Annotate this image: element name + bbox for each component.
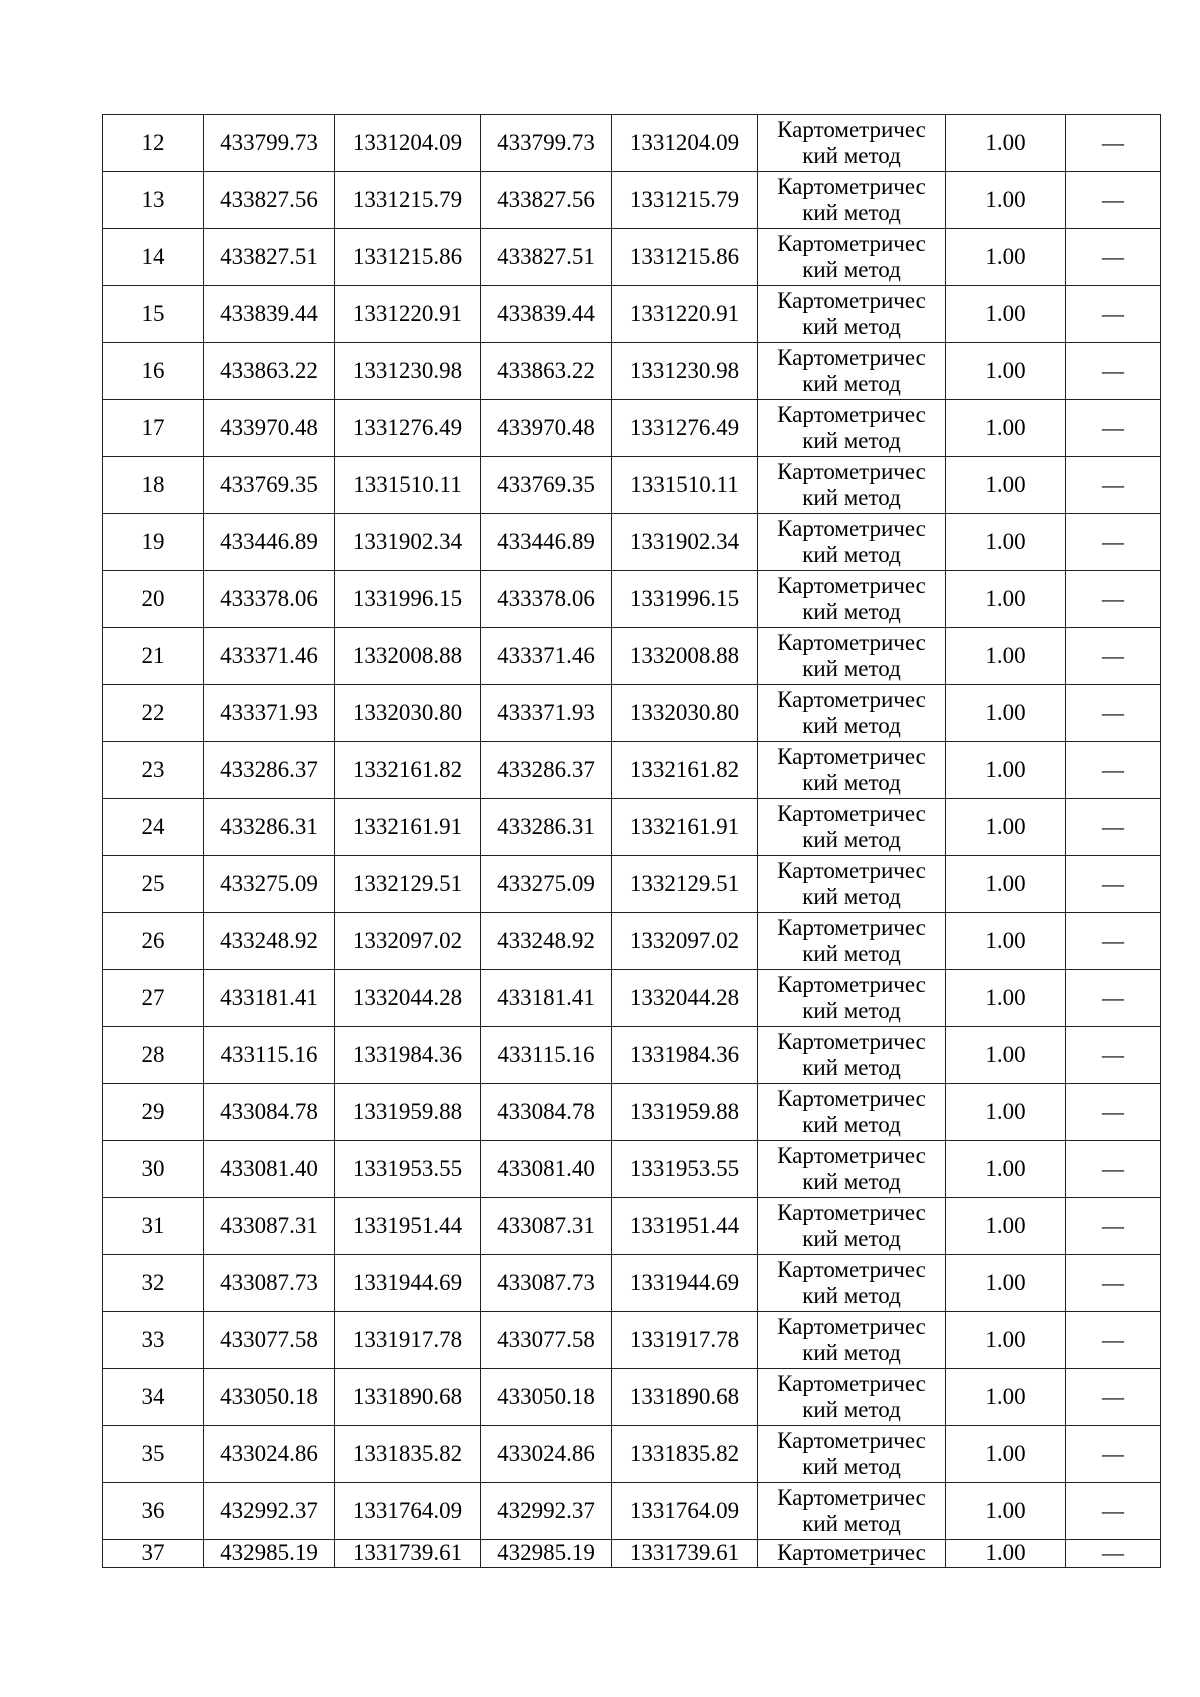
method-cell — [758, 400, 946, 457]
y-coordinate-new-cell: 1332097.02 — [612, 913, 758, 970]
note-cell: — — [1066, 628, 1161, 685]
method-cell — [758, 1426, 946, 1483]
coordinates-table — [102, 114, 1161, 1568]
y-coordinate-new-cell: 1331220.91 — [612, 286, 758, 343]
y-coordinate-new-cell: 1331984.36 — [612, 1027, 758, 1084]
point-number-cell: 12 — [103, 115, 204, 172]
y-coordinate-cell: 1331902.34 — [335, 514, 481, 571]
method-cell — [758, 1312, 946, 1369]
method-text-line2: кий метод — [802, 770, 901, 795]
x-coordinate-cell: 433248.92 — [204, 913, 335, 970]
note-cell: — — [1066, 1027, 1161, 1084]
method-text-line1: Картометричес — [777, 1086, 926, 1111]
point-number-cell: 17 — [103, 400, 204, 457]
accuracy-cell: 1.00 — [946, 115, 1066, 172]
y-coordinate-new-cell: 1332044.28 — [612, 970, 758, 1027]
x-coordinate-cell: 433769.35 — [204, 457, 335, 514]
y-coordinate-new-cell: 1331764.09 — [612, 1483, 758, 1540]
method-text-line1: Картометричес — [777, 801, 926, 826]
point-number-cell: 35 — [103, 1426, 204, 1483]
note-cell: — — [1066, 172, 1161, 229]
note-cell: — — [1066, 799, 1161, 856]
method-cell — [758, 970, 946, 1027]
method-cell — [758, 1540, 946, 1568]
x-coordinate-cell: 433863.22 — [204, 343, 335, 400]
point-number-cell: 16 — [103, 343, 204, 400]
method-text-line2: кий метод — [802, 542, 901, 567]
x-coordinate-new-cell: 433970.48 — [481, 400, 612, 457]
y-coordinate-cell: 1331996.15 — [335, 571, 481, 628]
note-cell: — — [1066, 742, 1161, 799]
table-row — [103, 913, 1161, 970]
y-coordinate-new-cell: 1331230.98 — [612, 343, 758, 400]
point-number-cell: 23 — [103, 742, 204, 799]
x-coordinate-new-cell: 433084.78 — [481, 1084, 612, 1141]
note-cell: — — [1066, 1141, 1161, 1198]
method-text-line2: кий метод — [802, 599, 901, 624]
accuracy-cell: 1.00 — [946, 343, 1066, 400]
method-text-line2: кий метод — [802, 314, 901, 339]
note-cell: — — [1066, 286, 1161, 343]
point-number-cell: 33 — [103, 1312, 204, 1369]
method-text-line2: кий метод — [802, 998, 901, 1023]
accuracy-cell: 1.00 — [946, 1198, 1066, 1255]
point-number-cell: 32 — [103, 1255, 204, 1312]
method-text-line1: Картометричес — [777, 573, 926, 598]
x-coordinate-cell: 433087.73 — [204, 1255, 335, 1312]
y-coordinate-cell: 1331951.44 — [335, 1198, 481, 1255]
x-coordinate-new-cell: 433087.31 — [481, 1198, 612, 1255]
x-coordinate-new-cell: 433799.73 — [481, 115, 612, 172]
x-coordinate-new-cell: 433024.86 — [481, 1426, 612, 1483]
y-coordinate-new-cell: 1331276.49 — [612, 400, 758, 457]
accuracy-cell: 1.00 — [946, 571, 1066, 628]
table-row — [103, 1198, 1161, 1255]
point-number-cell: 20 — [103, 571, 204, 628]
method-cell — [758, 571, 946, 628]
y-coordinate-new-cell: 1331890.68 — [612, 1369, 758, 1426]
method-text-line1: Картометричес — [777, 1371, 926, 1396]
method-text-line2: кий метод — [802, 1055, 901, 1080]
method-cell — [758, 457, 946, 514]
note-cell: — — [1066, 685, 1161, 742]
y-coordinate-new-cell: 1331951.44 — [612, 1198, 758, 1255]
y-coordinate-cell: 1331510.11 — [335, 457, 481, 514]
accuracy-cell: 1.00 — [946, 1084, 1066, 1141]
x-coordinate-new-cell: 433863.22 — [481, 343, 612, 400]
x-coordinate-new-cell: 433827.51 — [481, 229, 612, 286]
method-cell — [758, 229, 946, 286]
table-row — [103, 799, 1161, 856]
accuracy-cell: 1.00 — [946, 1483, 1066, 1540]
method-text-line2: кий метод — [802, 713, 901, 738]
note-cell: — — [1066, 571, 1161, 628]
x-coordinate-new-cell: 433248.92 — [481, 913, 612, 970]
x-coordinate-new-cell: 433769.35 — [481, 457, 612, 514]
method-cell — [758, 1198, 946, 1255]
y-coordinate-cell: 1332129.51 — [335, 856, 481, 913]
method-text-line2: кий метод — [802, 827, 901, 852]
y-coordinate-cell: 1331944.69 — [335, 1255, 481, 1312]
y-coordinate-cell: 1332161.82 — [335, 742, 481, 799]
point-number-cell: 15 — [103, 286, 204, 343]
method-text-line2: кий метод — [802, 1283, 901, 1308]
x-coordinate-cell: 433084.78 — [204, 1084, 335, 1141]
method-text-line2: кий метод — [802, 884, 901, 909]
table-row — [103, 628, 1161, 685]
y-coordinate-cell: 1331959.88 — [335, 1084, 481, 1141]
y-coordinate-new-cell: 1331215.86 — [612, 229, 758, 286]
y-coordinate-cell: 1332097.02 — [335, 913, 481, 970]
accuracy-cell: 1.00 — [946, 913, 1066, 970]
method-text-line2: кий метод — [802, 1511, 901, 1536]
accuracy-cell: 1.00 — [946, 1426, 1066, 1483]
method-text-line2: кий метод — [802, 656, 901, 681]
y-coordinate-new-cell: 1331204.09 — [612, 115, 758, 172]
point-number-cell: 29 — [103, 1084, 204, 1141]
y-coordinate-new-cell: 1332129.51 — [612, 856, 758, 913]
x-coordinate-new-cell: 433077.58 — [481, 1312, 612, 1369]
method-cell — [758, 1084, 946, 1141]
point-number-cell: 27 — [103, 970, 204, 1027]
point-number-cell: 30 — [103, 1141, 204, 1198]
table-row — [103, 1084, 1161, 1141]
accuracy-cell: 1.00 — [946, 286, 1066, 343]
method-text-line1: Картометричес — [777, 1540, 926, 1565]
method-text-line2: кий метод — [802, 200, 901, 225]
point-number-cell: 25 — [103, 856, 204, 913]
table-row — [103, 856, 1161, 913]
x-coordinate-cell: 433077.58 — [204, 1312, 335, 1369]
y-coordinate-new-cell: 1331953.55 — [612, 1141, 758, 1198]
y-coordinate-new-cell: 1332161.82 — [612, 742, 758, 799]
method-text-line1: Картометричес — [777, 630, 926, 655]
method-cell — [758, 115, 946, 172]
method-cell — [758, 799, 946, 856]
point-number-cell: 37 — [103, 1540, 204, 1568]
accuracy-cell: 1.00 — [946, 400, 1066, 457]
accuracy-cell: 1.00 — [946, 229, 1066, 286]
table-row — [103, 1312, 1161, 1369]
note-cell: — — [1066, 343, 1161, 400]
x-coordinate-new-cell: 433371.93 — [481, 685, 612, 742]
method-cell — [758, 1255, 946, 1312]
accuracy-cell: 1.00 — [946, 514, 1066, 571]
table-row — [103, 514, 1161, 571]
method-text-line1: Картометричес — [777, 174, 926, 199]
accuracy-cell: 1.00 — [946, 1255, 1066, 1312]
x-coordinate-new-cell: 433286.37 — [481, 742, 612, 799]
method-cell — [758, 1027, 946, 1084]
method-cell — [758, 343, 946, 400]
point-number-cell: 31 — [103, 1198, 204, 1255]
method-text-line1: Картометричес — [777, 288, 926, 313]
method-text-line1: Картометричес — [777, 1428, 926, 1453]
accuracy-cell: 1.00 — [946, 172, 1066, 229]
table-body — [103, 115, 1161, 1568]
point-number-cell: 19 — [103, 514, 204, 571]
x-coordinate-new-cell: 433446.89 — [481, 514, 612, 571]
x-coordinate-cell: 433050.18 — [204, 1369, 335, 1426]
method-text-line2: кий метод — [802, 1226, 901, 1251]
note-cell: — — [1066, 913, 1161, 970]
method-text-line2: кий метод — [802, 1340, 901, 1365]
y-coordinate-cell: 1331953.55 — [335, 1141, 481, 1198]
x-coordinate-cell: 433286.31 — [204, 799, 335, 856]
x-coordinate-new-cell: 433181.41 — [481, 970, 612, 1027]
method-text-line1: Картометричес — [777, 1200, 926, 1225]
table-row — [103, 286, 1161, 343]
method-text-line1: Картометричес — [777, 858, 926, 883]
y-coordinate-new-cell: 1331902.34 — [612, 514, 758, 571]
x-coordinate-cell: 433827.51 — [204, 229, 335, 286]
x-coordinate-cell: 432992.37 — [204, 1483, 335, 1540]
x-coordinate-cell: 433087.31 — [204, 1198, 335, 1255]
method-text-line1: Картометричес — [777, 1257, 926, 1282]
x-coordinate-new-cell: 433378.06 — [481, 571, 612, 628]
method-cell — [758, 1369, 946, 1426]
x-coordinate-cell: 433446.89 — [204, 514, 335, 571]
accuracy-cell: 1.00 — [946, 457, 1066, 514]
y-coordinate-new-cell: 1332161.91 — [612, 799, 758, 856]
method-text-line2: кий метод — [802, 257, 901, 282]
table-row — [103, 1540, 1161, 1568]
x-coordinate-new-cell: 433839.44 — [481, 286, 612, 343]
method-cell — [758, 286, 946, 343]
method-text-line2: кий метод — [802, 1169, 901, 1194]
point-number-cell: 36 — [103, 1483, 204, 1540]
note-cell: — — [1066, 1483, 1161, 1540]
accuracy-cell: 1.00 — [946, 970, 1066, 1027]
x-coordinate-cell: 433799.73 — [204, 115, 335, 172]
x-coordinate-new-cell: 433087.73 — [481, 1255, 612, 1312]
x-coordinate-cell: 433275.09 — [204, 856, 335, 913]
accuracy-cell: 1.00 — [946, 1540, 1066, 1568]
x-coordinate-cell: 433827.56 — [204, 172, 335, 229]
method-text-line1: Картометричес — [777, 516, 926, 541]
x-coordinate-new-cell: 432985.19 — [481, 1540, 612, 1568]
x-coordinate-new-cell: 433081.40 — [481, 1141, 612, 1198]
table-row — [103, 1255, 1161, 1312]
y-coordinate-cell: 1331276.49 — [335, 400, 481, 457]
method-text-line1: Картометричес — [777, 1029, 926, 1054]
point-number-cell: 34 — [103, 1369, 204, 1426]
method-text-line1: Картометричес — [777, 231, 926, 256]
y-coordinate-cell: 1331764.09 — [335, 1483, 481, 1540]
method-text-line1: Картометричес — [777, 744, 926, 769]
table-row — [103, 571, 1161, 628]
table-row — [103, 457, 1161, 514]
method-text-line2: кий метод — [802, 1397, 901, 1422]
method-text-line2: кий метод — [802, 485, 901, 510]
y-coordinate-cell: 1331984.36 — [335, 1027, 481, 1084]
x-coordinate-new-cell: 433827.56 — [481, 172, 612, 229]
method-text-line1: Картометричес — [777, 687, 926, 712]
method-text-line1: Картометричес — [777, 402, 926, 427]
y-coordinate-new-cell: 1331215.79 — [612, 172, 758, 229]
x-coordinate-cell: 433286.37 — [204, 742, 335, 799]
method-text-line1: Картометричес — [777, 117, 926, 142]
y-coordinate-new-cell: 1331739.61 — [612, 1540, 758, 1568]
y-coordinate-new-cell: 1331835.82 — [612, 1426, 758, 1483]
accuracy-cell: 1.00 — [946, 742, 1066, 799]
note-cell: — — [1066, 1540, 1161, 1568]
y-coordinate-new-cell: 1331959.88 — [612, 1084, 758, 1141]
x-coordinate-new-cell: 433275.09 — [481, 856, 612, 913]
accuracy-cell: 1.00 — [946, 856, 1066, 913]
table-row — [103, 1426, 1161, 1483]
x-coordinate-cell: 433024.86 — [204, 1426, 335, 1483]
method-text-line2: кий метод — [802, 1112, 901, 1137]
x-coordinate-new-cell: 432992.37 — [481, 1483, 612, 1540]
note-cell: — — [1066, 1369, 1161, 1426]
point-number-cell: 26 — [103, 913, 204, 970]
y-coordinate-new-cell: 1332030.80 — [612, 685, 758, 742]
table-row — [103, 1027, 1161, 1084]
x-coordinate-cell: 432985.19 — [204, 1540, 335, 1568]
table-row — [103, 742, 1161, 799]
y-coordinate-cell: 1332030.80 — [335, 685, 481, 742]
y-coordinate-cell: 1331215.79 — [335, 172, 481, 229]
method-text-line2: кий метод — [802, 143, 901, 168]
table-row — [103, 229, 1161, 286]
method-cell — [758, 172, 946, 229]
y-coordinate-cell: 1331215.86 — [335, 229, 481, 286]
method-text-line1: Картометричес — [777, 972, 926, 997]
method-cell — [758, 742, 946, 799]
table-row — [103, 343, 1161, 400]
method-text-line1: Картометричес — [777, 1143, 926, 1168]
y-coordinate-new-cell: 1332008.88 — [612, 628, 758, 685]
y-coordinate-cell: 1331890.68 — [335, 1369, 481, 1426]
point-number-cell: 18 — [103, 457, 204, 514]
y-coordinate-cell: 1331835.82 — [335, 1426, 481, 1483]
note-cell: — — [1066, 1255, 1161, 1312]
table-row — [103, 400, 1161, 457]
y-coordinate-cell: 1332008.88 — [335, 628, 481, 685]
point-number-cell: 13 — [103, 172, 204, 229]
point-number-cell: 14 — [103, 229, 204, 286]
note-cell: — — [1066, 400, 1161, 457]
y-coordinate-cell: 1331220.91 — [335, 286, 481, 343]
y-coordinate-cell: 1331204.09 — [335, 115, 481, 172]
point-number-cell: 21 — [103, 628, 204, 685]
accuracy-cell: 1.00 — [946, 1027, 1066, 1084]
method-cell — [758, 1483, 946, 1540]
y-coordinate-new-cell: 1331996.15 — [612, 571, 758, 628]
note-cell: — — [1066, 1426, 1161, 1483]
x-coordinate-new-cell: 433050.18 — [481, 1369, 612, 1426]
method-text-line1: Картометричес — [777, 1485, 926, 1510]
table-row — [103, 1141, 1161, 1198]
method-cell — [758, 913, 946, 970]
y-coordinate-cell: 1331739.61 — [335, 1540, 481, 1568]
table-row — [103, 1483, 1161, 1540]
note-cell: — — [1066, 1198, 1161, 1255]
method-text-line2: кий метод — [802, 428, 901, 453]
note-cell: — — [1066, 970, 1161, 1027]
note-cell: — — [1066, 457, 1161, 514]
y-coordinate-new-cell: 1331917.78 — [612, 1312, 758, 1369]
accuracy-cell: 1.00 — [946, 628, 1066, 685]
accuracy-cell: 1.00 — [946, 1141, 1066, 1198]
method-text-line1: Картометричес — [777, 459, 926, 484]
table-row — [103, 115, 1161, 172]
y-coordinate-cell: 1331917.78 — [335, 1312, 481, 1369]
accuracy-cell: 1.00 — [946, 799, 1066, 856]
table-row — [103, 172, 1161, 229]
point-number-cell: 22 — [103, 685, 204, 742]
note-cell: — — [1066, 514, 1161, 571]
method-cell — [758, 514, 946, 571]
method-cell — [758, 628, 946, 685]
method-cell — [758, 685, 946, 742]
y-coordinate-new-cell: 1331510.11 — [612, 457, 758, 514]
y-coordinate-cell: 1332044.28 — [335, 970, 481, 1027]
x-coordinate-cell: 433839.44 — [204, 286, 335, 343]
method-cell — [758, 1141, 946, 1198]
table-row — [103, 1369, 1161, 1426]
note-cell: — — [1066, 1084, 1161, 1141]
note-cell: — — [1066, 856, 1161, 913]
x-coordinate-cell: 433115.16 — [204, 1027, 335, 1084]
y-coordinate-cell: 1332161.91 — [335, 799, 481, 856]
x-coordinate-new-cell: 433115.16 — [481, 1027, 612, 1084]
method-text-line1: Картометричес — [777, 1314, 926, 1339]
x-coordinate-cell: 433081.40 — [204, 1141, 335, 1198]
x-coordinate-new-cell: 433371.46 — [481, 628, 612, 685]
method-text-line2: кий метод — [802, 1454, 901, 1479]
table-row — [103, 970, 1161, 1027]
method-text-line1: Картометричес — [777, 915, 926, 940]
method-text-line2: кий метод — [802, 371, 901, 396]
x-coordinate-cell: 433371.93 — [204, 685, 335, 742]
accuracy-cell: 1.00 — [946, 1369, 1066, 1426]
note-cell: — — [1066, 1312, 1161, 1369]
y-coordinate-new-cell: 1331944.69 — [612, 1255, 758, 1312]
method-cell — [758, 856, 946, 913]
note-cell: — — [1066, 115, 1161, 172]
point-number-cell: 28 — [103, 1027, 204, 1084]
point-number-cell: 24 — [103, 799, 204, 856]
method-text-line2: кий метод — [802, 941, 901, 966]
x-coordinate-cell: 433181.41 — [204, 970, 335, 1027]
x-coordinate-cell: 433378.06 — [204, 571, 335, 628]
method-text-line1: Картометричес — [777, 345, 926, 370]
y-coordinate-cell: 1331230.98 — [335, 343, 481, 400]
accuracy-cell: 1.00 — [946, 1312, 1066, 1369]
accuracy-cell: 1.00 — [946, 685, 1066, 742]
x-coordinate-cell: 433970.48 — [204, 400, 335, 457]
table-row — [103, 685, 1161, 742]
note-cell: — — [1066, 229, 1161, 286]
x-coordinate-cell: 433371.46 — [204, 628, 335, 685]
x-coordinate-new-cell: 433286.31 — [481, 799, 612, 856]
